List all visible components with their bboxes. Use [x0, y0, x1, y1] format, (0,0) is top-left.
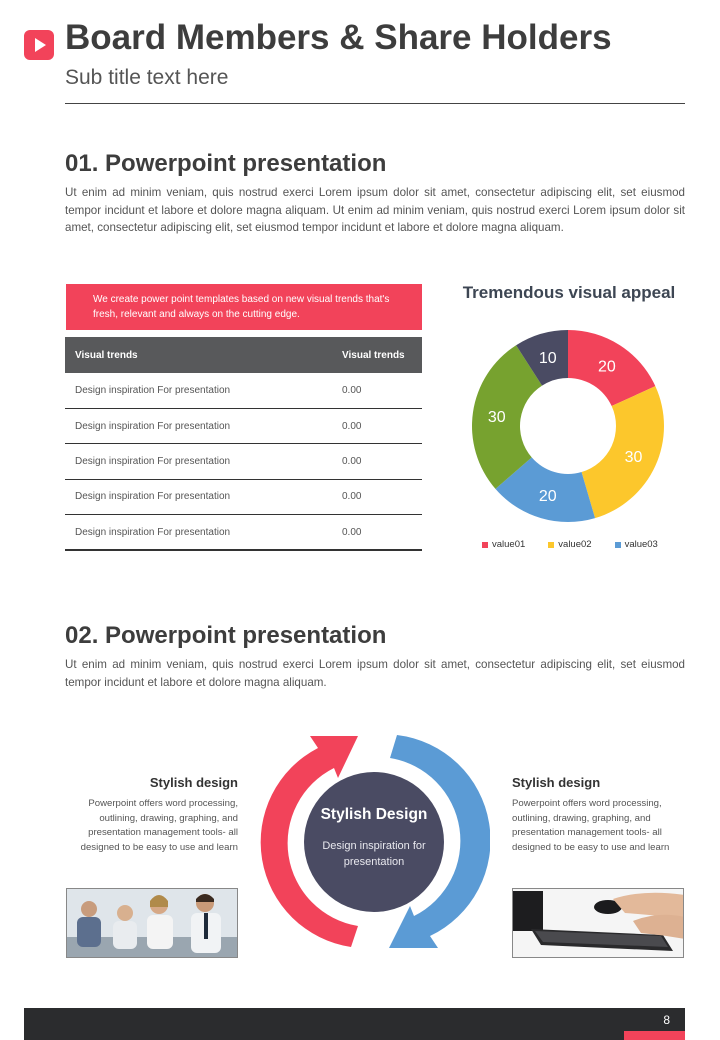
page-subtitle: Sub title text here	[65, 66, 229, 89]
table-cell: 0.00	[332, 515, 422, 550]
table-cell: 0.00	[332, 479, 422, 514]
donut-slice-label: 10	[538, 349, 557, 367]
table-cell: Design inspiration For presentation	[65, 479, 332, 514]
table-cell: 0.00	[332, 373, 422, 408]
legend-item	[615, 539, 658, 550]
donut-slice-label: 20	[538, 488, 557, 506]
donut-chart	[468, 326, 668, 526]
right-feature-title: Stylish design	[512, 775, 601, 790]
table-row	[65, 444, 422, 479]
donut-slice	[582, 386, 664, 518]
chart-legend	[482, 539, 681, 550]
footer-accent	[624, 1031, 685, 1040]
section2-title: 02. Powerpoint presentation	[65, 622, 387, 649]
chart-title: Tremendous visual appeal	[462, 283, 676, 302]
footer-bar	[24, 1008, 685, 1040]
legend-label: value01	[492, 539, 526, 550]
section2-body: Ut enim ad minim veniam, quis nostrud exerci Lorem ipsum dolor sit amet, consectetur adipiscing elit, set eiusmod tempor incidunt et labore et dolore magna aliquam.	[65, 658, 685, 689]
keyboard-typing-photo	[512, 888, 684, 958]
title-divider	[65, 103, 685, 104]
legend-item	[548, 539, 591, 550]
table-cell: 0.00	[332, 408, 422, 443]
left-feature-title: Stylish design	[149, 775, 238, 790]
legend-swatch	[482, 542, 488, 548]
legend-swatch	[615, 542, 621, 548]
table-row	[65, 479, 422, 514]
table-row	[65, 373, 422, 408]
table-header-row	[65, 337, 422, 373]
table-cell: Design inspiration For presentation	[65, 515, 332, 550]
legend-swatch	[548, 542, 554, 548]
table-cell: Design inspiration For presentation	[65, 444, 332, 479]
left-feature-body: Powerpoint offers word processing, outlining, drawing, graphing, and presentation management tools- all designed to be easy to use and learn	[80, 798, 238, 853]
trends-table	[65, 337, 422, 551]
legend-label: value03	[624, 539, 658, 550]
legend-item	[482, 539, 525, 550]
table-cell: Design inspiration For presentation	[65, 408, 332, 443]
section1-title: 01. Powerpoint presentation	[65, 150, 387, 177]
donut-slice-label: 20	[598, 358, 616, 376]
page-title: Board Members & Share Holders	[65, 18, 612, 57]
page-number: 8	[663, 1013, 670, 1027]
table-header-cell: Visual trends	[332, 337, 422, 373]
donut-slice-label: 30	[624, 448, 643, 466]
center-subtitle: Design inspiration for presentation	[322, 840, 426, 868]
table-row	[65, 408, 422, 443]
table-header-cell: Visual trends	[65, 337, 332, 373]
right-feature-body: Powerpoint offers word processing, outlining, drawing, graphing, and presentation management tools- all designed to be easy to use and learn	[512, 798, 670, 853]
table-cell: Design inspiration For presentation	[65, 373, 332, 408]
table-row	[65, 515, 422, 550]
trend-banner: We create power point templates based on new visual trends that's fresh, relevant and always on the cutting edge.	[66, 284, 422, 330]
donut-slice-label: 30	[487, 408, 506, 426]
center-title: Stylish Design	[320, 806, 428, 823]
business-meeting-photo	[66, 888, 238, 958]
table-cell: 0.00	[332, 444, 422, 479]
play-logo-icon	[24, 30, 54, 60]
section1-body: Ut enim ad minim veniam, quis nostrud exerci Lorem ipsum dolor sit amet, consectetur adipiscing elit, set eiusmod tempor incidunt et labore et dolore magna aliquam. Ut enim ad minim veniam, quis nostrud exerci Lorem ipsum dolor sit amet, consectetur adipiscing elit, set eiusmod tempor incidunt et labore et dolore magna aliquam.	[65, 186, 685, 234]
legend-label: value02	[558, 539, 592, 550]
